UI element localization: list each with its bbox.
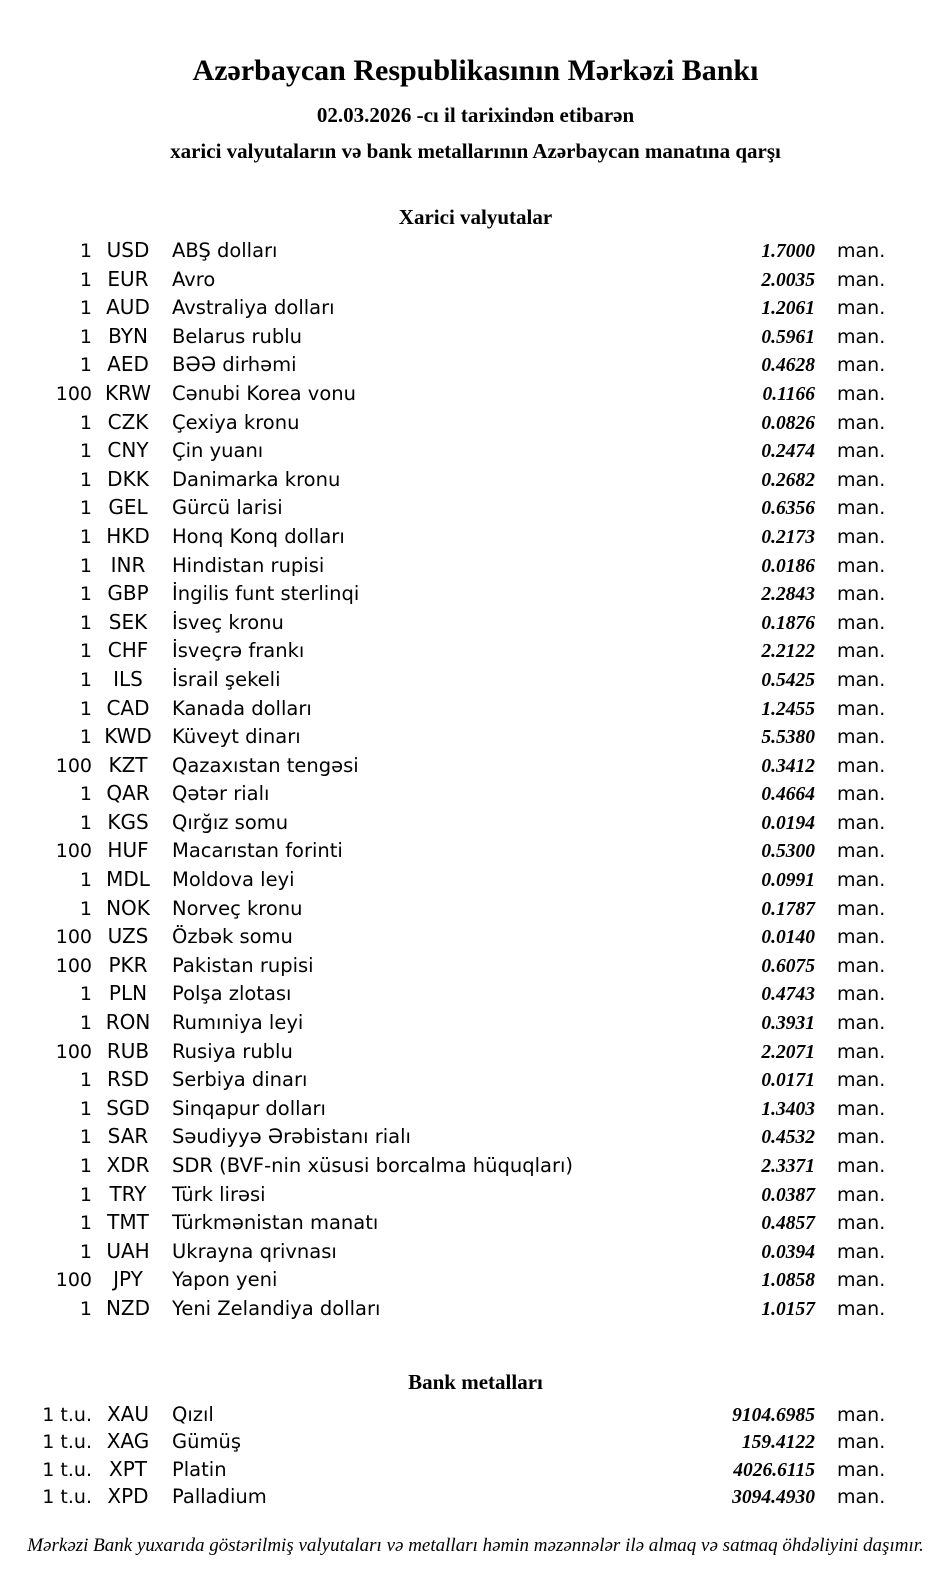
page-title: Azərbaycan Respublikasının Mərkəzi Bankı	[192, 54, 759, 87]
unit-cell: man.	[837, 1297, 886, 1320]
unit-cell: man.	[837, 325, 886, 348]
rate-row	[0, 1208, 905, 1237]
rate-row	[0, 322, 905, 351]
quantity-cell: 1	[79, 1212, 92, 1235]
rate-row	[0, 1008, 905, 1037]
quantity-cell: 1 t.u.	[42, 1431, 92, 1454]
metal-rates-list	[0, 1401, 905, 1511]
currency-code-cell: HUF	[107, 838, 149, 863]
currency-code-cell: HKD	[106, 523, 150, 548]
rate-value-cell: 0.4664	[761, 784, 815, 806]
currency-name-cell: Qazaxıstan tengəsi	[172, 753, 359, 777]
quantity-cell: 1	[79, 468, 92, 491]
unit-cell: man.	[837, 1012, 886, 1035]
currency-code-cell: XDR	[106, 1153, 150, 1177]
currency-code-cell: USD	[106, 238, 150, 262]
currency-code-cell: XPT	[109, 1456, 147, 1481]
currency-code-cell: AED	[107, 352, 149, 377]
rate-row	[0, 465, 905, 494]
quantity-cell: 1 t.u.	[42, 1486, 92, 1509]
rate-value-cell: 2.2843	[761, 584, 815, 606]
currency-code-cell: XAG	[106, 1429, 150, 1454]
rate-row	[0, 836, 905, 865]
quantity-cell: 100	[55, 1269, 92, 1292]
rate-value-cell: 1.2455	[761, 698, 815, 720]
rate-row	[0, 1037, 905, 1066]
rate-value-cell: 0.6356	[761, 498, 815, 520]
rate-value-cell: 0.2682	[761, 469, 815, 491]
currency-code-cell: KZT	[108, 752, 148, 777]
unit-cell: man.	[837, 1431, 886, 1454]
currency-code-cell: NOK	[106, 895, 150, 920]
rate-row	[0, 436, 905, 465]
currency-code-cell: GBP	[107, 581, 149, 606]
currency-name-cell: Honq Konq dolları	[172, 524, 345, 548]
unit-cell: man.	[837, 1269, 886, 1292]
quantity-cell: 1	[79, 726, 92, 749]
rate-value-cell: 0.1166	[762, 383, 815, 405]
currency-code-cell: GEL	[108, 495, 148, 520]
rate-row	[0, 1401, 905, 1429]
unit-cell: man.	[837, 354, 886, 377]
currency-code-cell: AUD	[106, 295, 150, 320]
currency-code-cell: UAH	[106, 1238, 150, 1263]
rate-row	[0, 1180, 905, 1209]
currency-code-cell: KGS	[107, 809, 149, 834]
quantity-cell: 1	[79, 611, 92, 634]
rate-row	[0, 722, 905, 751]
rate-value-cell: 159.4122	[741, 1432, 815, 1454]
rate-value-cell: 4026.6115	[733, 1459, 815, 1481]
quantity-cell: 1	[79, 297, 92, 320]
currency-name-cell: Səudiyyə Ərəbistanı rialı	[172, 1125, 411, 1149]
currency-name-cell: Küveyt dinarı	[172, 725, 301, 749]
currency-code-cell: SEK	[108, 609, 148, 634]
rate-value-cell: 1.7000	[761, 241, 815, 262]
quantity-cell: 1	[79, 1012, 92, 1035]
quantity-cell: 100	[55, 754, 92, 777]
quantity-cell: 1	[79, 497, 92, 520]
quantity-cell: 1	[79, 554, 92, 577]
currency-name-cell: Avstraliya dolları	[172, 296, 335, 320]
rate-value-cell: 3094.4930	[732, 1487, 815, 1509]
currency-name-cell: Çexiya kronu	[172, 410, 300, 434]
currency-code-cell: CNY	[107, 438, 149, 463]
currency-code-cell: XPD	[107, 1484, 149, 1509]
quantity-cell: 1	[79, 1069, 92, 1092]
rate-value-cell: 0.4532	[761, 1127, 815, 1149]
currency-code-cell: KWD	[104, 724, 152, 749]
currency-name-cell: Pakistan rupisi	[172, 953, 314, 977]
quantity-cell: 1	[79, 697, 92, 720]
unit-cell: man.	[837, 1155, 886, 1177]
rate-row	[0, 1294, 905, 1323]
unit-cell: man.	[837, 440, 886, 463]
rate-row	[0, 1428, 905, 1456]
currency-code-cell: BYN	[108, 323, 148, 348]
unit-cell: man.	[837, 783, 886, 806]
currency-name-cell: Norveç kronu	[172, 896, 303, 920]
currency-name-cell: Çin yuanı	[172, 439, 264, 463]
currency-code-cell: MDL	[106, 867, 150, 892]
unit-cell: man.	[837, 240, 886, 262]
currency-name-cell: Platin	[172, 1457, 227, 1481]
unit-cell: man.	[837, 1040, 886, 1063]
rate-row	[0, 236, 905, 265]
unit-cell: man.	[837, 1458, 886, 1481]
quantity-cell: 100	[55, 1040, 92, 1063]
unit-cell: man.	[837, 1240, 886, 1263]
quantity-cell: 100	[55, 926, 92, 949]
currency-name-cell: SDR (BVF-nin xüsusi borcalma hüquqları)	[172, 1154, 574, 1177]
rate-value-cell: 0.0140	[761, 927, 815, 949]
currency-code-cell: SGD	[106, 1095, 150, 1120]
rate-value-cell: 2.2122	[761, 641, 815, 663]
quantity-cell: 1	[79, 325, 92, 348]
quantity-cell: 1	[79, 268, 92, 291]
currency-name-cell: Yapon yeni	[172, 1268, 278, 1292]
rate-row	[0, 751, 905, 780]
quantity-cell: 1	[79, 1183, 92, 1206]
quantity-cell: 1 t.u.	[42, 1403, 92, 1426]
rate-value-cell: 1.2061	[761, 298, 815, 320]
rate-row	[0, 1265, 905, 1294]
currency-name-cell: Sinqapur dolları	[172, 1096, 326, 1120]
quantity-cell: 1	[79, 783, 92, 806]
unit-cell: man.	[837, 697, 886, 720]
unit-cell: man.	[837, 525, 886, 548]
quantity-cell: 1	[79, 440, 92, 463]
quantity-cell: 1	[79, 411, 92, 434]
rate-value-cell: 0.0991	[761, 870, 815, 892]
rate-value-cell: 0.3412	[761, 755, 815, 777]
rate-row	[0, 293, 905, 322]
rate-row	[0, 350, 905, 379]
rate-row	[0, 636, 905, 665]
currency-name-cell: İngilis funt sterlinqi	[172, 582, 360, 606]
unit-cell: man.	[837, 869, 886, 892]
rate-value-cell: 0.4857	[761, 1213, 815, 1235]
currency-code-cell: CHF	[107, 638, 149, 663]
unit-cell: man.	[837, 1126, 886, 1149]
rate-row	[0, 522, 905, 551]
rate-row	[0, 979, 905, 1008]
unit-cell: man.	[837, 554, 886, 577]
unit-cell: man.	[837, 726, 886, 749]
currency-name-cell: Danimarka kronu	[172, 467, 341, 491]
unit-cell: man.	[837, 811, 886, 834]
unit-cell: man.	[837, 382, 886, 405]
rate-row	[0, 265, 905, 294]
rate-value-cell: 2.3371	[761, 1156, 815, 1177]
unit-cell: man.	[837, 411, 886, 434]
rate-row	[0, 608, 905, 637]
rate-row	[0, 779, 905, 808]
rate-value-cell: 0.0171	[761, 1070, 815, 1092]
unit-cell: man.	[837, 1403, 886, 1426]
quantity-cell: 1	[79, 640, 92, 663]
rate-value-cell: 0.4743	[761, 984, 815, 1006]
quantity-cell: 1	[79, 668, 92, 691]
currency-name-cell: Ukrayna qrivnası	[172, 1239, 337, 1263]
currency-name-cell: İsrail şekeli	[172, 667, 281, 691]
quantity-cell: 1	[79, 897, 92, 920]
currency-name-cell: Kanada dolları	[172, 696, 312, 720]
currency-code-cell: TRY	[109, 1181, 147, 1206]
currency-name-cell: Palladium	[172, 1485, 267, 1509]
currency-name-cell: Avro	[172, 267, 216, 291]
rate-value-cell: 0.3931	[761, 1013, 815, 1035]
currency-name-cell: Belarus rublu	[172, 324, 303, 348]
quantity-cell: 1	[79, 1155, 92, 1177]
rate-row	[0, 922, 905, 951]
rate-value-cell: 1.0858	[761, 1270, 815, 1292]
rate-row	[0, 579, 905, 608]
rate-row	[0, 808, 905, 837]
quantity-cell: 100	[55, 840, 92, 863]
currency-name-cell: Moldova leyi	[172, 868, 295, 892]
currency-code-cell: DKK	[107, 466, 149, 491]
quantity-cell: 1	[79, 583, 92, 606]
unit-cell: man.	[837, 668, 886, 691]
unit-cell: man.	[837, 1097, 886, 1120]
rate-value-cell: 0.0194	[761, 812, 815, 834]
currency-code-cell: KRW	[105, 380, 151, 405]
currency-name-cell: İsveç kronu	[172, 610, 284, 634]
rate-value-cell: 2.2071	[761, 1041, 815, 1063]
currency-name-cell: Cənubi Korea vonu	[172, 381, 356, 405]
unit-cell: man.	[837, 840, 886, 863]
currency-code-cell: RSD	[107, 1067, 149, 1092]
section-title-bank-metals: Bank metalları	[408, 1369, 543, 1394]
rate-row	[0, 1151, 905, 1180]
rate-row	[0, 694, 905, 723]
currency-name-cell: Rumıniya leyi	[172, 1011, 304, 1035]
unit-cell: man.	[837, 297, 886, 320]
currency-code-cell: TMT	[107, 1210, 149, 1235]
unit-cell: man.	[837, 611, 886, 634]
unit-cell: man.	[837, 1212, 886, 1235]
rate-value-cell: 9104.6985	[732, 1404, 815, 1426]
unit-cell: man.	[837, 926, 886, 949]
currency-name-cell: ABŞ dolları	[172, 239, 278, 262]
unit-cell: man.	[837, 754, 886, 777]
unit-cell: man.	[837, 268, 886, 291]
currency-code-cell: NZD	[105, 1295, 151, 1320]
unit-cell: man.	[837, 497, 886, 520]
quantity-cell: 1	[79, 1097, 92, 1120]
rate-row	[0, 493, 905, 522]
rate-row	[0, 551, 905, 580]
currency-code-cell: PLN	[108, 981, 148, 1006]
rate-value-cell: 5.5380	[761, 727, 815, 749]
currency-code-cell: XAU	[106, 1401, 150, 1426]
rate-row	[0, 951, 905, 980]
rate-value-cell: 1.0157	[761, 1298, 815, 1320]
rate-value-cell: 1.3403	[761, 1098, 815, 1120]
currency-name-cell: Polşa zlotası	[172, 982, 292, 1006]
currency-code-cell: RON	[105, 1010, 151, 1035]
rate-value-cell: 0.2474	[761, 441, 815, 463]
page-subtitle: xarici valyutaların və bank metallarının Azərbaycan manatına qarşı	[170, 139, 781, 163]
currency-code-cell: JPY	[113, 1267, 143, 1292]
rate-value-cell: 0.6075	[761, 955, 815, 977]
currency-name-cell: İsveçrə frankı	[172, 639, 305, 663]
currency-name-cell: Qətər rialı	[172, 782, 270, 806]
disclaimer-note: Mərkəzi Bank yuxarıda göstərilmiş valyutaları və metalları həmin məzənnələr ilə almaq və satmaq öhdəliyini daşımır.	[27, 1534, 924, 1556]
quantity-cell: 1	[79, 811, 92, 834]
section-title-foreign-currencies: Xarici valyutalar	[398, 205, 553, 229]
rate-row	[0, 665, 905, 694]
unit-cell: man.	[837, 640, 886, 663]
quantity-cell: 1	[79, 525, 92, 548]
rate-value-cell: 0.4628	[761, 355, 815, 377]
rate-row	[0, 894, 905, 923]
rate-value-cell: 0.5961	[761, 326, 815, 348]
unit-cell: man.	[837, 1069, 886, 1092]
quantity-cell: 1	[79, 1240, 92, 1263]
currency-name-cell: Türk lirəsi	[172, 1182, 266, 1206]
rate-value-cell: 0.1876	[761, 612, 815, 634]
rate-value-cell: 0.5425	[761, 669, 815, 691]
unit-cell: man.	[837, 583, 886, 606]
currency-code-cell: RUB	[106, 1038, 150, 1063]
rate-value-cell: 0.5300	[761, 841, 815, 863]
currency-name-cell: Gümüş	[172, 1430, 241, 1454]
quantity-cell: 1	[79, 240, 92, 262]
unit-cell: man.	[837, 1183, 886, 1206]
rate-row	[0, 408, 905, 437]
rate-value-cell: 2.0035	[761, 269, 815, 291]
quantity-cell: 1 t.u.	[42, 1458, 92, 1481]
quantity-cell: 100	[55, 382, 92, 405]
rate-row	[0, 1065, 905, 1094]
unit-cell: man.	[837, 983, 886, 1006]
rate-row	[0, 1237, 905, 1266]
currency-name-cell: Macarıstan forinti	[172, 839, 343, 863]
currency-code-cell: ILS	[113, 666, 143, 691]
rate-row	[0, 379, 905, 408]
currency-code-cell: INR	[110, 552, 146, 577]
unit-cell: man.	[837, 897, 886, 920]
unit-cell: man.	[837, 1486, 886, 1509]
quantity-cell: 1	[79, 1126, 92, 1149]
rate-value-cell: 0.0387	[761, 1184, 815, 1206]
rate-value-cell: 0.0186	[761, 555, 815, 577]
rate-row	[0, 865, 905, 894]
unit-cell: man.	[837, 468, 886, 491]
unit-cell: man.	[837, 954, 886, 977]
currency-name-cell: Hindistan rupisi	[172, 553, 325, 577]
currency-name-cell: Serbiya dinarı	[172, 1068, 308, 1092]
rate-row	[0, 1094, 905, 1123]
currency-name-cell: Yeni Zelandiya dolları	[172, 1296, 381, 1320]
currency-code-cell: QAR	[106, 781, 150, 806]
rate-value-cell: 0.1787	[761, 898, 815, 920]
rate-value-cell: 0.0394	[761, 1241, 815, 1263]
currency-code-cell: PKR	[108, 952, 148, 977]
rate-value-cell: 0.0826	[761, 412, 815, 434]
currency-name-cell: Türkmənistan manatı	[172, 1211, 379, 1235]
currency-code-cell: UZS	[107, 924, 149, 949]
currency-name-cell: Gürcü larisi	[172, 496, 283, 520]
currency-code-cell: EUR	[107, 266, 149, 291]
effective-date-line: 02.03.2026 -cı il tarixindən etibarən	[316, 103, 635, 127]
rate-row	[0, 1483, 905, 1511]
quantity-cell: 1	[79, 983, 92, 1006]
currency-rates-list	[0, 236, 905, 1323]
rate-row	[0, 1122, 905, 1151]
rate-row	[0, 1456, 905, 1484]
currency-name-cell: Qızıl	[172, 1402, 214, 1426]
currency-code-cell: CAD	[106, 695, 150, 720]
currency-name-cell: Rusiya rublu	[172, 1039, 293, 1063]
quantity-cell: 100	[55, 954, 92, 977]
currency-name-cell: Qırğız somu	[172, 810, 289, 834]
rate-value-cell: 0.2173	[761, 526, 815, 548]
quantity-cell: 1	[79, 1297, 92, 1320]
quantity-cell: 1	[79, 354, 92, 377]
currency-code-cell: SAR	[107, 1124, 149, 1149]
currency-name-cell: Özbək somu	[172, 925, 293, 949]
currency-code-cell: CZK	[107, 409, 149, 434]
currency-name-cell: BƏƏ dirhəmi	[172, 353, 297, 377]
quantity-cell: 1	[79, 869, 92, 892]
